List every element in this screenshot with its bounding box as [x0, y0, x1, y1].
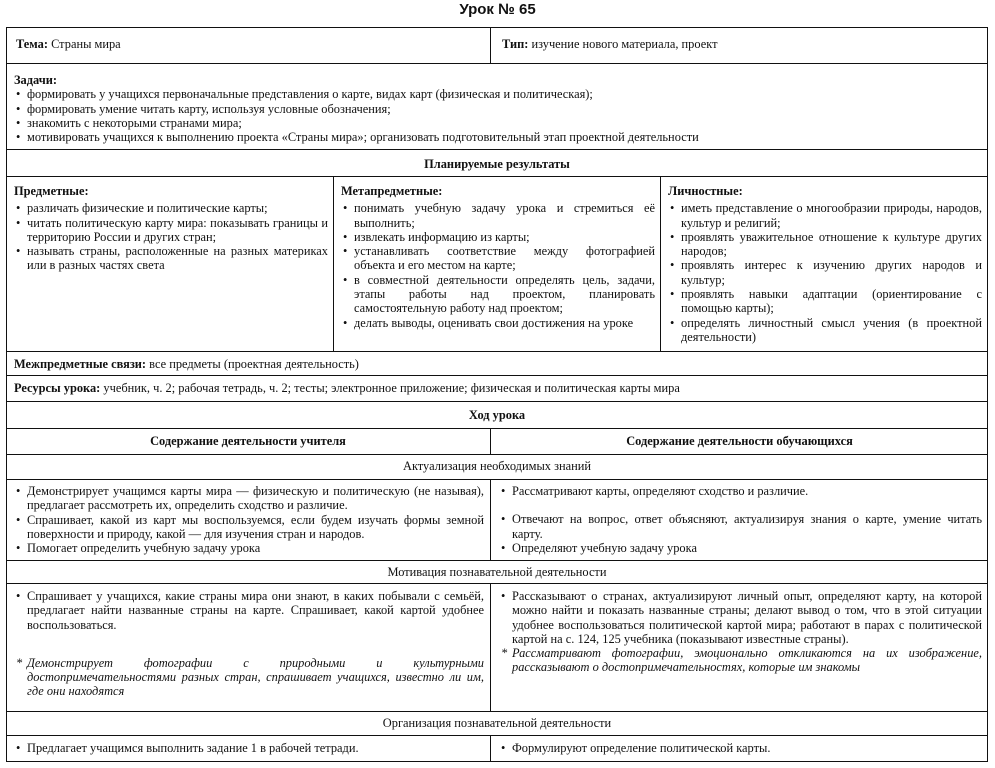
stage-teacher-cell	[14, 589, 484, 699]
col-divider	[490, 583, 491, 711]
rule	[6, 560, 988, 561]
rule	[6, 479, 988, 480]
col-divider	[333, 176, 334, 351]
personal-item: • проявлять интерес к изучению других народов и культур;	[668, 258, 982, 287]
rule	[6, 735, 988, 736]
student-item: • Рассматривают карты, определяют сходство и различие.	[499, 484, 982, 498]
resources-label: Ресурсы урока:	[14, 381, 101, 395]
topic-label: Тема:	[16, 37, 48, 51]
rule	[6, 176, 988, 177]
type-label: Тип:	[502, 37, 529, 51]
rule	[6, 454, 988, 455]
meta-item: • устанавливать соответствие между фотографией объекта и его местом на карте;	[341, 244, 655, 273]
col-divider	[490, 27, 491, 63]
student-item: • Определяют учебную задачу урока	[499, 541, 982, 555]
task-item: • формировать у учащихся первоначальные представления о карте, видах карт (физическая и политическая);	[14, 87, 982, 101]
student-item: • Формулируют определение политической карты.	[499, 741, 982, 755]
stage-student-cell	[499, 484, 982, 555]
meta-item: • извлекать информацию из карты;	[341, 230, 655, 244]
links-cell	[14, 357, 982, 371]
meta-label: Метапредметные:	[341, 184, 443, 198]
stage-teacher-cell	[14, 484, 484, 555]
rule	[6, 711, 988, 712]
meta-item: • понимать учебную задачу урока и стремиться её выполнить;	[341, 201, 655, 230]
subject-results	[14, 184, 328, 273]
stage-title: Организация познавательной деятельности	[382, 716, 612, 730]
topic-value: Страны мира	[51, 37, 121, 51]
links-label: Межпредметные связи:	[14, 357, 147, 371]
personal-item: • проявлять уважительное отношение к культуре других народов;	[668, 230, 982, 259]
rule	[6, 149, 988, 150]
stage-student-cell	[499, 589, 982, 675]
lesson-title: Урок № 65	[459, 1, 536, 18]
meta-item: • делать выводы, оценивать свои достижения на уроке	[341, 316, 655, 330]
stage-title: Мотивация познавательной деятельности	[387, 565, 607, 579]
rule	[6, 428, 988, 429]
teacher-item: • Демонстрирует учащимся карты мира — физическую и политическую (не называя), предлагает рассмотреть их, определить сходство и различие.	[14, 484, 484, 513]
personal-item: • проявлять навыки адаптации (ориентирование с помощью карты);	[668, 287, 982, 316]
rule	[6, 63, 988, 64]
student-column-header: Содержание деятельности обучающихся	[626, 434, 853, 448]
personal-results	[668, 184, 982, 344]
student-item: • Отвечают на вопрос, ответ объясняют, актуализируя знания о карте, умение читать карту.	[499, 512, 982, 541]
subject-item: • называть страны, расположенные на разных материках или в разных частях света	[14, 244, 328, 273]
student-item: * Рассматривают фотографии, эмоционально откликаются на их изображение, рассказывают о достопримечательностях, которые им знакомы	[499, 646, 982, 675]
teacher-column-header: Содержание деятельности учителя	[150, 434, 346, 448]
stage-title: Актуализация необходимых знаний	[403, 459, 591, 473]
rule	[6, 583, 988, 584]
subject-item: • читать политическую карту мира: показывать границы и территорию России и других стран;	[14, 216, 328, 245]
col-divider	[660, 176, 661, 351]
tasks-cell	[14, 73, 982, 144]
tasks-label: Задачи:	[14, 73, 57, 87]
type-value: изучение нового материала, проект	[531, 37, 718, 51]
links-value: все предметы (проектная деятельность)	[149, 357, 359, 371]
meta-results	[341, 184, 655, 330]
topic-cell	[16, 37, 486, 51]
teacher-item: • Спрашивает, какой из карт мы воспользуемся, если будем изучать формы земной поверхности и природу, какой — для изучения стран и народов.	[14, 513, 484, 542]
personal-label: Личностные:	[668, 184, 743, 198]
course-heading: Ход урока	[468, 408, 526, 422]
stage-student-cell	[499, 741, 982, 755]
stage-teacher-cell	[14, 741, 484, 755]
meta-item: • в совместной деятельности определять цель, задачи, этапы работы над проектом, планировать самостоятельную работу над проектом;	[341, 273, 655, 316]
task-item: • мотивировать учащихся к выполнению проекта «Страны мира»; организовать подготовительный этап проектной деятельности	[14, 130, 982, 144]
task-item: • формировать умение читать карту, используя условные обозначения;	[14, 102, 982, 116]
col-divider	[490, 479, 491, 560]
student-item: • Рассказывают о странах, актуализируют личный опыт, определяют карту, на которой можно найти и показать названные страны; делают вывод о том, что в этой ситуации удобнее воспользоваться политической картой мира; работают в парах с политической картой на с. 124, 125 учебника (показывают известные страны).	[499, 589, 982, 646]
teacher-item: • Помогает определить учебную задачу урока	[14, 541, 484, 555]
subject-item: • различать физические и политические карты;	[14, 201, 328, 215]
resources-cell	[14, 381, 982, 395]
rule	[6, 351, 988, 352]
personal-item: • иметь представление о многообразии природы, народов, культур и религий;	[668, 201, 982, 230]
teacher-item: • Спрашивает у учащихся, какие страны мира они знают, в каких побывали с семьёй, предлагает найти названные страны на карте. Спрашивает, какой картой удобнее воспользоваться.	[14, 589, 484, 632]
teacher-item: * Демонстрирует фотографии с природными и культурными достопримечательностями разных стран, спрашивает учащихся, известно ли им, где они находятся	[14, 656, 484, 699]
personal-item: • определять личностный смысл учения (в проектной деятельности)	[668, 316, 982, 345]
subject-label: Предметные:	[14, 184, 89, 198]
rule	[6, 375, 988, 376]
type-cell	[502, 37, 982, 51]
teacher-item: • Предлагает учащимся выполнить задание 1 в рабочей тетради.	[14, 741, 484, 755]
col-divider	[490, 735, 491, 762]
task-item: • знакомить с некоторыми странами мира;	[14, 116, 982, 130]
resources-value: учебник, ч. 2; рабочая тетрадь, ч. 2; тесты; электронное приложение; физическая и политическая карты мира	[103, 381, 680, 395]
planned-results-heading: Планируемые результаты	[424, 157, 570, 171]
rule	[6, 401, 988, 402]
